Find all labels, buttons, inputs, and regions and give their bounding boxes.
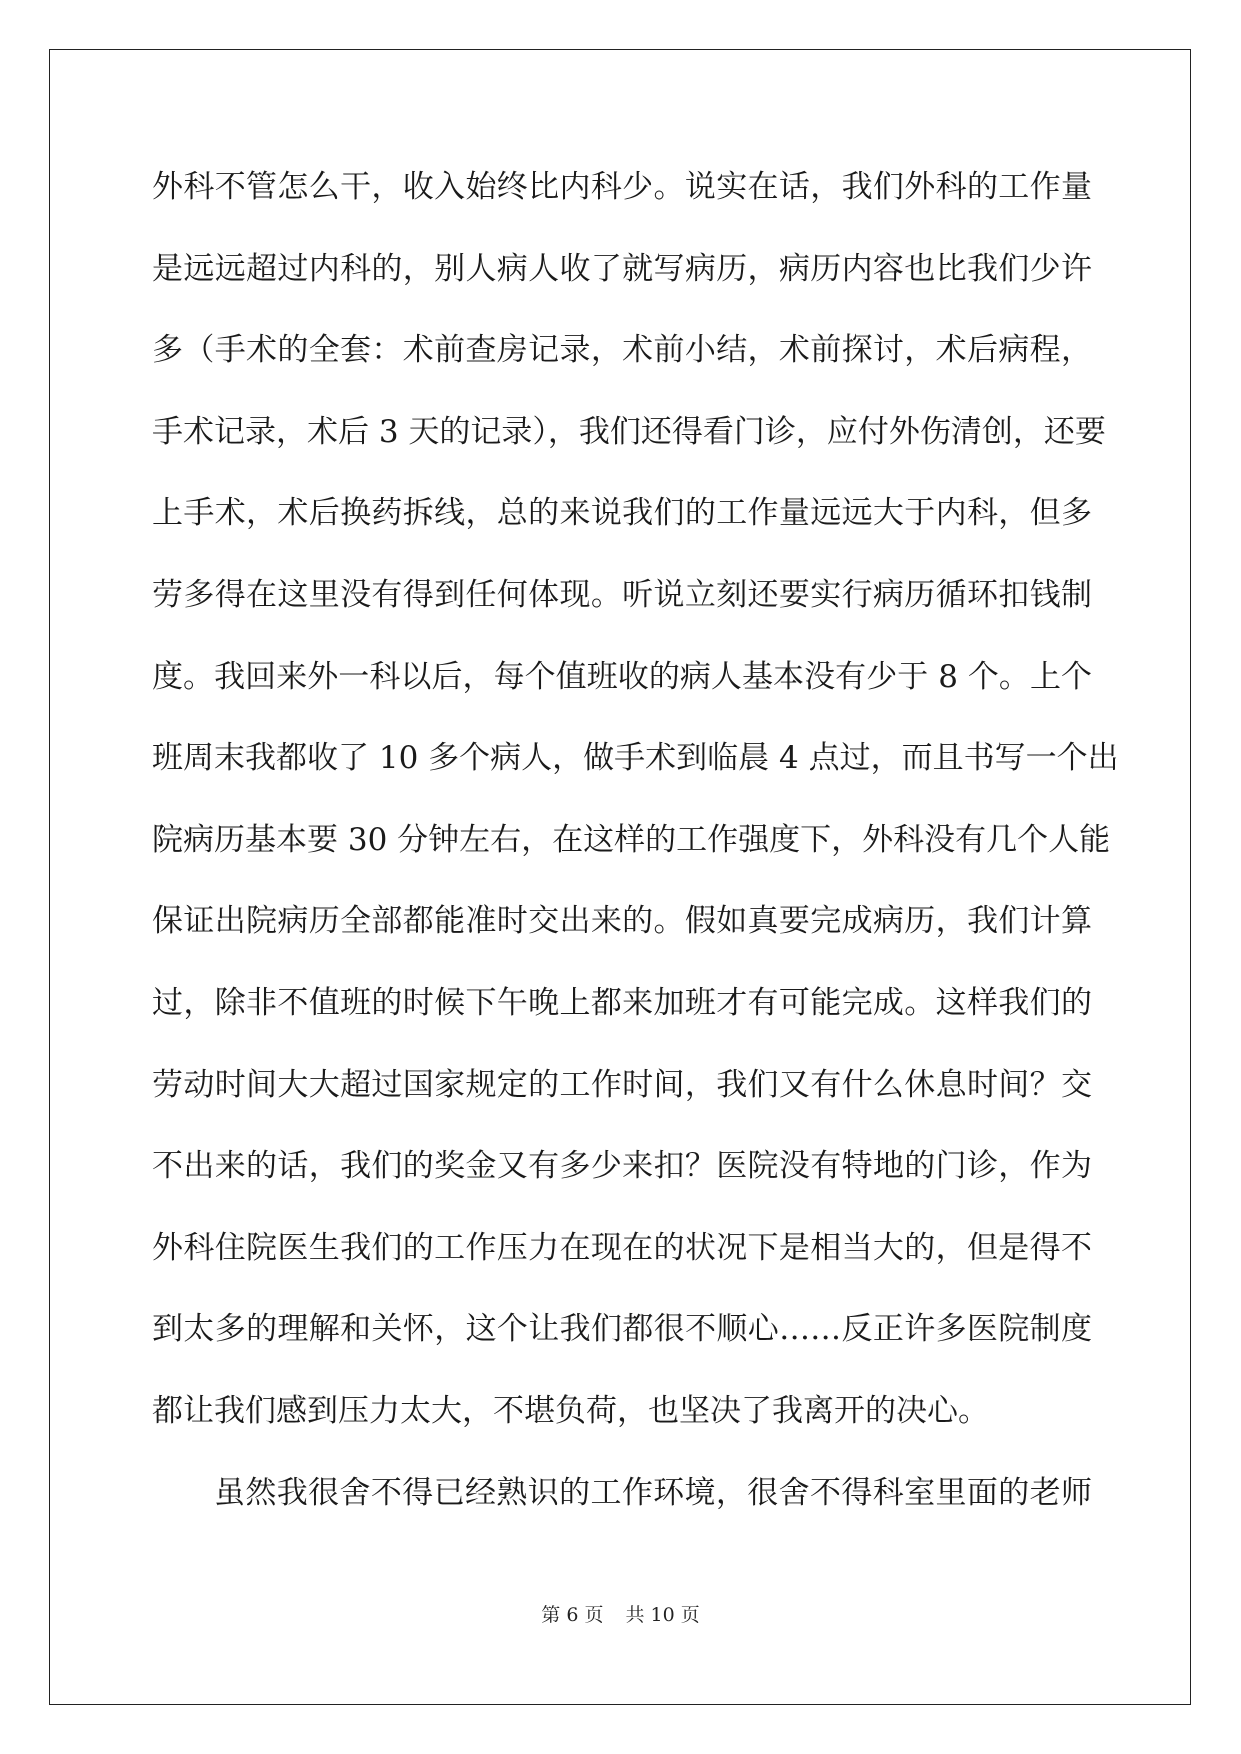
page-total: 共 10 页 — [625, 1604, 700, 1626]
text-line-1: 外科不管怎么干，收入始终比内科少。说实在话，我们外科的工作量 — [152, 169, 1092, 205]
text-line-12: 劳动时间大大超过国家规定的工作时间，我们又有什么休息时间？交 — [152, 1066, 1092, 1103]
text-line-13: 不出来的话，我们的奖金又有多少来扣？医院没有特地的门诊，作为 — [152, 1148, 1092, 1185]
text-line-6: 劳多得在这里没有得到任何体现。听说立刻还要实行病历循环扣钱制 — [152, 576, 1092, 613]
text-line-7: 度。我回来外一科以后，每个值班收的病人基本没有少于 8 个。上个 — [152, 658, 1092, 695]
text-line-10: 保证出院病历全部都能准时交出来的。假如真要完成病历，我们计算 — [152, 903, 1092, 940]
text-line-16: 都让我们感到压力太大，不堪负荷，也坚决了我离开的决心。 — [152, 1392, 989, 1429]
text-line-9: 院病历基本要 30 分钟左右，在这样的工作强度下，外科没有几个人能 — [152, 821, 1111, 858]
page-footer — [0, 1600, 1241, 1627]
document-body — [152, 163, 1119, 1550]
text-line-2: 是远远超过内科的，别人病人收了就写病历，病历内容也比我们少许 — [152, 250, 1092, 287]
text-line-15: 到太多的理解和关怀，这个让我们都很不顺心……反正许多医院制度 — [152, 1311, 1092, 1348]
text-line-11: 过，除非不值班的时候下午晚上都来加班才有可能完成。这样我们的 — [152, 984, 1092, 1021]
text-line-14: 外科住院医生我们的工作压力在现在的状况下是相当大的，但是得不 — [152, 1229, 1092, 1266]
text-line-17: 虽然我很舍不得已经熟识的工作环境，很舍不得科室里面的老师 — [214, 1474, 1092, 1511]
text-line-4: 手术记录，术后 3 天的记录），我们还得看门诊，应付外伤清创，还要 — [152, 413, 1106, 450]
page-number: 第 6 页 — [541, 1604, 604, 1626]
text-line-3: 多（手术的全套：术前查房记录，术前小结，术前探讨，术后病程， — [152, 332, 1092, 369]
text-line-8: 班周末我都收了 10 多个病人，做手术到临晨 4 点过，而且书写一个出 — [152, 740, 1119, 777]
text-line-5: 上手术，术后换药拆线，总的来说我们的工作量远远大于内科，但多 — [152, 495, 1092, 532]
